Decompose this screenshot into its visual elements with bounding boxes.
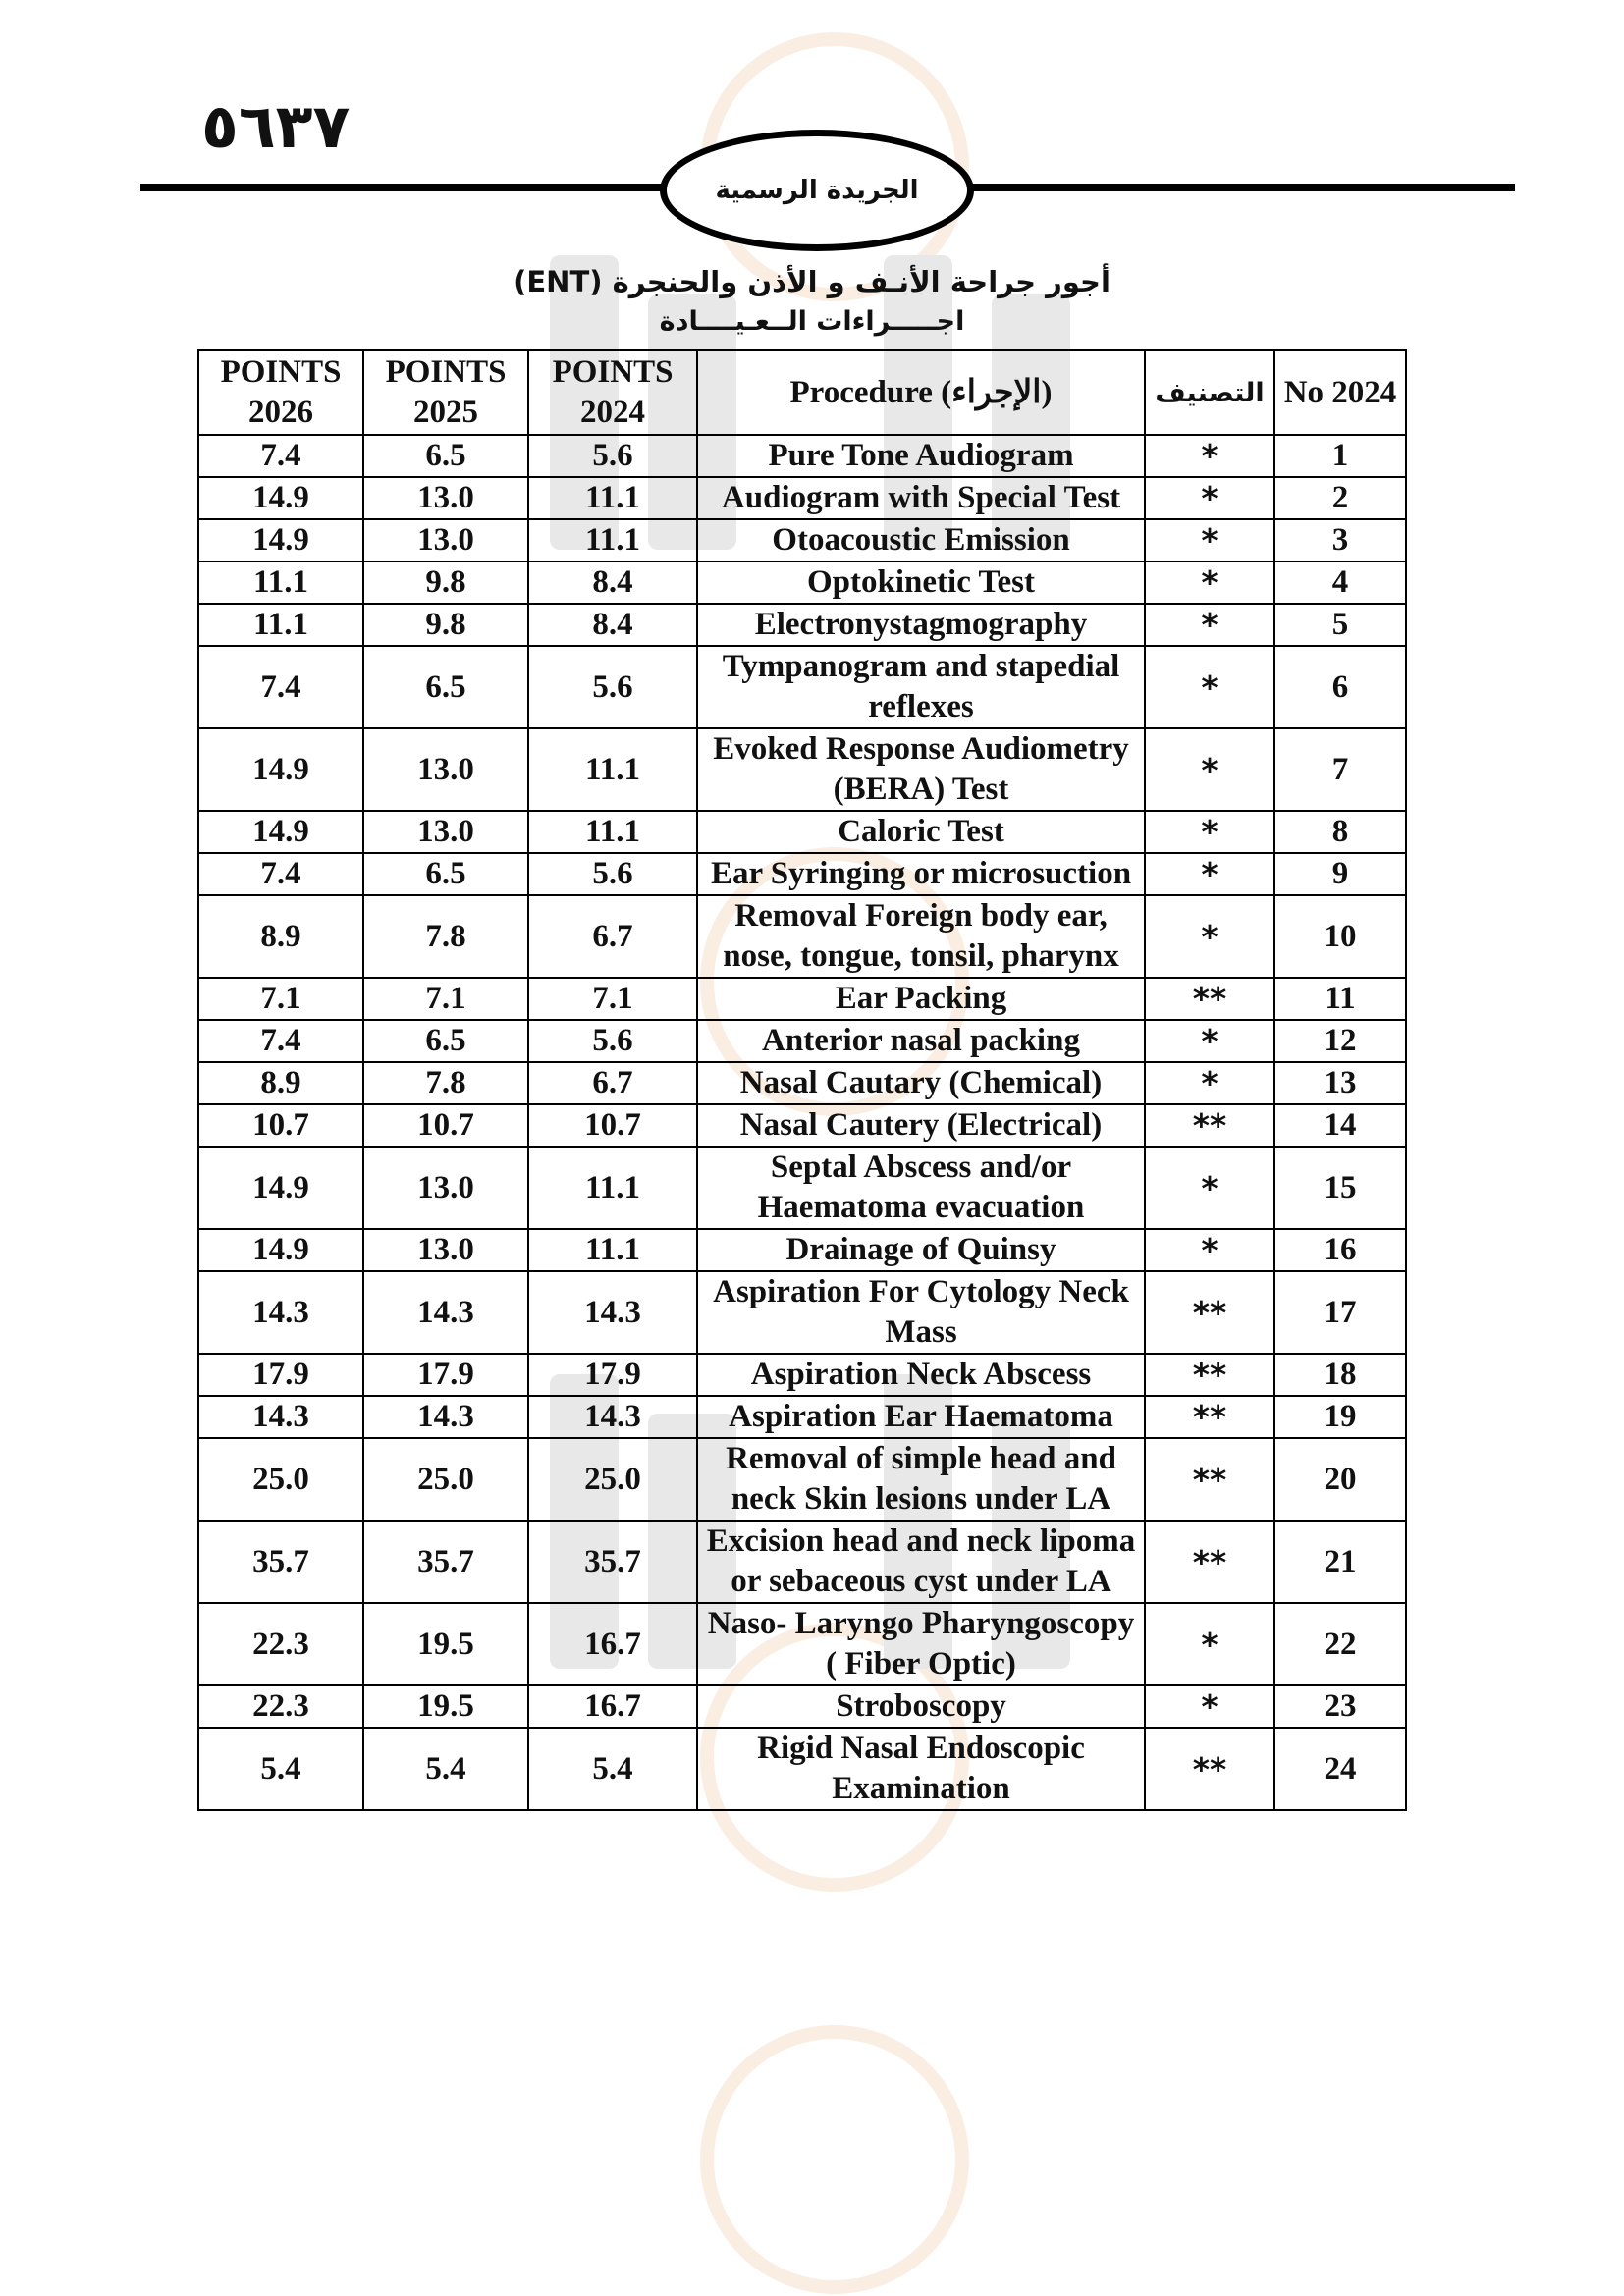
table-row — [198, 1603, 1406, 1685]
points-2026-cell: 7.1 — [198, 978, 363, 1020]
points-2025-cell: 5.4 — [363, 1728, 528, 1810]
number-cell: 2 — [1274, 477, 1406, 519]
points-2024-cell: 11.1 — [528, 811, 697, 853]
classification-cell: ** — [1145, 978, 1274, 1020]
number-cell: 24 — [1274, 1728, 1406, 1810]
classification-cell: * — [1145, 1020, 1274, 1062]
points-2024-cell: 5.6 — [528, 1020, 697, 1062]
procedure-cell: Aspiration Ear Haematoma — [697, 1396, 1145, 1438]
document-title: أجور جراحة الأنـف و الأذن والحنجرة (ENT) — [514, 265, 1110, 298]
classification-cell: ** — [1145, 1104, 1274, 1147]
classification-cell: ** — [1145, 1396, 1274, 1438]
points-2024-cell: 5.4 — [528, 1728, 697, 1810]
points-2024-cell: 5.6 — [528, 435, 697, 477]
points-2026-cell: 7.4 — [198, 853, 363, 895]
points-2025-cell: 19.5 — [363, 1685, 528, 1728]
table-row — [198, 646, 1406, 728]
points-2026-cell: 8.9 — [198, 1062, 363, 1104]
points-2025-cell: 13.0 — [363, 1147, 528, 1229]
header-points-2025: POINTS 2025 — [363, 350, 528, 435]
procedure-cell: Removal Foreign body ear, nose, tongue, tonsil, pharynx — [697, 895, 1145, 978]
table-row — [198, 1396, 1406, 1438]
classification-cell: * — [1145, 853, 1274, 895]
number-cell: 3 — [1274, 519, 1406, 561]
table-row — [198, 853, 1406, 895]
classification-cell: * — [1145, 811, 1274, 853]
points-2025-cell: 13.0 — [363, 811, 528, 853]
points-2025-cell: 7.8 — [363, 1062, 528, 1104]
points-2024-cell: 11.1 — [528, 1229, 697, 1271]
procedure-cell: Removal of simple head and neck Skin lesions under LA — [697, 1438, 1145, 1521]
points-2026-cell: 11.1 — [198, 604, 363, 646]
points-2024-cell: 8.4 — [528, 561, 697, 604]
points-2024-cell: 14.3 — [528, 1396, 697, 1438]
procedure-cell: Nasal Cautery (Electrical) — [697, 1104, 1145, 1147]
number-cell: 14 — [1274, 1104, 1406, 1147]
points-2024-cell: 6.7 — [528, 1062, 697, 1104]
table-row — [198, 435, 1406, 477]
table-row — [198, 519, 1406, 561]
number-cell: 16 — [1274, 1229, 1406, 1271]
points-2025-cell: 7.8 — [363, 895, 528, 978]
number-cell: 5 — [1274, 604, 1406, 646]
points-2026-cell: 14.9 — [198, 1229, 363, 1271]
points-2025-cell: 6.5 — [363, 853, 528, 895]
number-cell: 6 — [1274, 646, 1406, 728]
table-row — [198, 728, 1406, 811]
header-procedure: Procedure (الإجراء) — [697, 350, 1145, 435]
header-no: No 2024 — [1274, 350, 1406, 435]
points-2024-cell: 11.1 — [528, 728, 697, 811]
points-2024-cell: 14.3 — [528, 1271, 697, 1354]
number-cell: 21 — [1274, 1521, 1406, 1603]
points-2024-cell: 17.9 — [528, 1354, 697, 1396]
table-row — [198, 561, 1406, 604]
table-row — [198, 1062, 1406, 1104]
classification-cell: * — [1145, 1229, 1274, 1271]
table-row — [198, 1147, 1406, 1229]
classification-cell: * — [1145, 604, 1274, 646]
procedure-cell: Drainage of Quinsy — [697, 1229, 1145, 1271]
points-2025-cell: 13.0 — [363, 477, 528, 519]
table-row — [198, 1728, 1406, 1810]
points-2024-cell: 7.1 — [528, 978, 697, 1020]
number-cell: 18 — [1274, 1354, 1406, 1396]
points-2025-cell: 6.5 — [363, 646, 528, 728]
procedure-cell: Ear Packing — [697, 978, 1145, 1020]
table-row — [198, 1521, 1406, 1603]
classification-cell: ** — [1145, 1354, 1274, 1396]
procedure-cell: Otoacoustic Emission — [697, 519, 1145, 561]
table-row — [198, 1229, 1406, 1271]
procedure-cell: Stroboscopy — [697, 1685, 1145, 1728]
number-cell: 4 — [1274, 561, 1406, 604]
points-2025-cell: 13.0 — [363, 728, 528, 811]
points-2025-cell: 9.8 — [363, 561, 528, 604]
points-2024-cell: 5.6 — [528, 646, 697, 728]
table-row — [198, 1685, 1406, 1728]
number-cell: 8 — [1274, 811, 1406, 853]
procedure-cell: Evoked Response Audiometry (BERA) Test — [697, 728, 1145, 811]
classification-cell: * — [1145, 1062, 1274, 1104]
number-cell: 9 — [1274, 853, 1406, 895]
points-2024-cell: 35.7 — [528, 1521, 697, 1603]
procedure-cell: Excision head and neck lipoma or sebaceous cyst under LA — [697, 1521, 1145, 1603]
points-2024-cell: 11.1 — [528, 519, 697, 561]
table-row — [198, 1354, 1406, 1396]
table-row — [198, 1020, 1406, 1062]
number-cell: 15 — [1274, 1147, 1406, 1229]
points-2026-cell: 22.3 — [198, 1685, 363, 1728]
classification-cell: * — [1145, 646, 1274, 728]
table-row — [198, 604, 1406, 646]
points-2026-cell: 8.9 — [198, 895, 363, 978]
table-row — [198, 1104, 1406, 1147]
points-2025-cell: 13.0 — [363, 1229, 528, 1271]
header-points-2024: POINTS 2024 — [528, 350, 697, 435]
header-classification: التصنيف — [1145, 350, 1274, 435]
points-2025-cell: 35.7 — [363, 1521, 528, 1603]
points-2026-cell: 25.0 — [198, 1438, 363, 1521]
points-2025-cell: 17.9 — [363, 1354, 528, 1396]
classification-cell: * — [1145, 1603, 1274, 1685]
points-2026-cell: 11.1 — [198, 561, 363, 604]
points-2026-cell: 7.4 — [198, 646, 363, 728]
classification-cell: * — [1145, 895, 1274, 978]
number-cell: 20 — [1274, 1438, 1406, 1521]
points-2025-cell: 10.7 — [363, 1104, 528, 1147]
number-cell: 11 — [1274, 978, 1406, 1020]
points-2024-cell: 11.1 — [528, 1147, 697, 1229]
gazette-name: الجريدة الرسمية — [715, 176, 919, 205]
classification-cell: ** — [1145, 1521, 1274, 1603]
classification-cell: * — [1145, 519, 1274, 561]
procedure-cell: Septal Abscess and/or Haematoma evacuation — [697, 1147, 1145, 1229]
points-2026-cell: 14.9 — [198, 519, 363, 561]
procedure-cell: Optokinetic Test — [697, 561, 1145, 604]
points-2026-cell: 7.4 — [198, 1020, 363, 1062]
document-subtitle: اجـــــراءات الــعـيــــادة — [659, 306, 965, 337]
points-2026-cell: 10.7 — [198, 1104, 363, 1147]
points-2024-cell: 16.7 — [528, 1685, 697, 1728]
header-points-2026: POINTS 2026 — [198, 350, 363, 435]
classification-cell: * — [1145, 477, 1274, 519]
points-2026-cell: 35.7 — [198, 1521, 363, 1603]
points-2025-cell: 19.5 — [363, 1603, 528, 1685]
procedure-cell: Audiogram with Special Test — [697, 477, 1145, 519]
points-2026-cell: 5.4 — [198, 1728, 363, 1810]
classification-cell: ** — [1145, 1271, 1274, 1354]
table-row — [198, 1438, 1406, 1521]
number-cell: 1 — [1274, 435, 1406, 477]
procedure-cell: Naso- Laryngo Pharyngoscopy ( Fiber Optic) — [697, 1603, 1145, 1685]
points-2024-cell: 6.7 — [528, 895, 697, 978]
points-2026-cell: 14.3 — [198, 1396, 363, 1438]
number-cell: 12 — [1274, 1020, 1406, 1062]
procedure-cell: Pure Tone Audiogram — [697, 435, 1145, 477]
points-2026-cell: 14.9 — [198, 477, 363, 519]
points-2025-cell: 14.3 — [363, 1271, 528, 1354]
points-2025-cell: 9.8 — [363, 604, 528, 646]
procedure-cell: Tympanogram and stapedial reflexes — [697, 646, 1145, 728]
procedure-cell: Caloric Test — [697, 811, 1145, 853]
number-cell: 13 — [1274, 1062, 1406, 1104]
points-2024-cell: 16.7 — [528, 1603, 697, 1685]
gazette-header-oval — [660, 130, 974, 251]
table-row — [198, 895, 1406, 978]
procedure-cell: Aspiration Neck Abscess — [697, 1354, 1145, 1396]
points-2024-cell: 5.6 — [528, 853, 697, 895]
points-2024-cell: 25.0 — [528, 1438, 697, 1521]
number-cell: 23 — [1274, 1685, 1406, 1728]
points-2026-cell: 7.4 — [198, 435, 363, 477]
classification-cell: * — [1145, 561, 1274, 604]
number-cell: 22 — [1274, 1603, 1406, 1685]
points-2026-cell: 22.3 — [198, 1603, 363, 1685]
number-cell: 7 — [1274, 728, 1406, 811]
classification-cell: ** — [1145, 1728, 1274, 1810]
procedure-cell: Electronystagmography — [697, 604, 1145, 646]
number-cell: 10 — [1274, 895, 1406, 978]
points-2025-cell: 6.5 — [363, 435, 528, 477]
classification-cell: * — [1145, 728, 1274, 811]
procedure-cell: Rigid Nasal Endoscopic Examination — [697, 1728, 1145, 1810]
points-2026-cell: 14.9 — [198, 728, 363, 811]
classification-cell: ** — [1145, 1438, 1274, 1521]
number-cell: 19 — [1274, 1396, 1406, 1438]
procedure-cell: Nasal Cautary (Chemical) — [697, 1062, 1145, 1104]
points-2024-cell: 8.4 — [528, 604, 697, 646]
procedure-cell: Ear Syringing or microsuction — [697, 853, 1145, 895]
number-cell: 17 — [1274, 1271, 1406, 1354]
points-2026-cell: 17.9 — [198, 1354, 363, 1396]
points-2026-cell: 14.9 — [198, 811, 363, 853]
points-2025-cell: 6.5 — [363, 1020, 528, 1062]
points-2024-cell: 10.7 — [528, 1104, 697, 1147]
points-2025-cell: 25.0 — [363, 1438, 528, 1521]
table-body — [198, 435, 1406, 1810]
classification-cell: * — [1145, 435, 1274, 477]
points-2026-cell: 14.3 — [198, 1271, 363, 1354]
page-number: ٥٦٣٧ — [201, 90, 351, 162]
table-row — [198, 978, 1406, 1020]
procedure-cell: Aspiration For Cytology Neck Mass — [697, 1271, 1145, 1354]
classification-cell: * — [1145, 1685, 1274, 1728]
points-2025-cell: 13.0 — [363, 519, 528, 561]
table-header-row — [198, 350, 1406, 435]
points-2025-cell: 7.1 — [363, 978, 528, 1020]
procedure-cell: Anterior nasal packing — [697, 1020, 1145, 1062]
table-row — [198, 1271, 1406, 1354]
classification-cell: * — [1145, 1147, 1274, 1229]
points-2026-cell: 14.9 — [198, 1147, 363, 1229]
table-row — [198, 811, 1406, 853]
table-row — [198, 477, 1406, 519]
points-2024-cell: 11.1 — [528, 477, 697, 519]
fees-table — [197, 349, 1407, 1811]
points-2025-cell: 14.3 — [363, 1396, 528, 1438]
